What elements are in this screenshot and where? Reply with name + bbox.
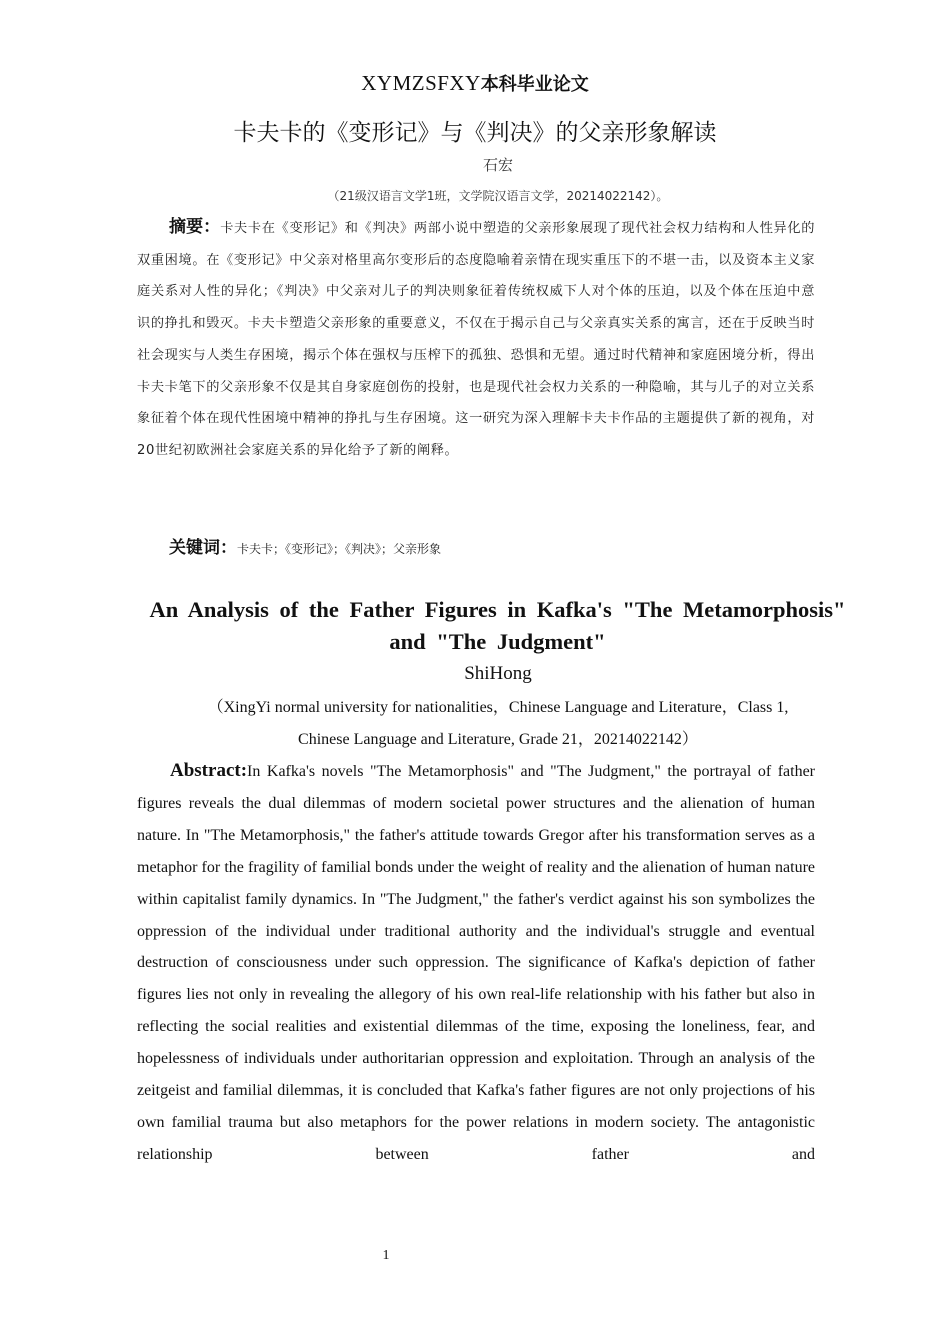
english-author: ShiHong: [464, 663, 532, 684]
chinese-keywords: [137, 534, 815, 563]
chinese-author: 石宏: [482, 156, 513, 174]
chinese-keywords-text: 卡夫卡；《变形记》；《判决》；父亲形象: [237, 542, 442, 556]
english-abstract-text: In Kafka's novels "The Metamorphosis" and "The Judgment," the portrayal of father figures reveals the dual dilemmas of modern societal power structures and the alienation of human nature. In "The Metamorphosis," the father's attitude towards Gregor after his transformation serves as a metaphor for the fragility of familial bonds under the weight of reality and the alienation of human nature within capitalist family dynamics. In "The Judgment," the father's verdict against his son symbolizes the oppression of the individual under traditional authority and the individual's struggle and eventual destruction of consciousness under such oppression. The significance of Kafka's depiction of father figures lies not only in revealing the allegory of his own real-life relationship with his father but also in reflecting the social realities and existential dilemmas of the time, exposing the loneliness, fear, and hopelessness of individuals under authoritarian oppression and exploitation. Through an analysis of the zeitgeist and familial dilemmas, it is concluded that Kafka's father figures are not only projections of his own familial trauma but also metaphors for the power relations in modern society. The antagonistic relationship between father and: [137, 763, 815, 1163]
chinese-abstract-label: 摘要：: [169, 217, 221, 237]
chinese-affiliation: （21级汉语言文学1班，文学院汉语言文学，20214022142）。: [327, 189, 669, 203]
page-number: 1: [382, 1248, 390, 1263]
header-code: XYMZSFXY: [361, 71, 481, 95]
english-abstract-label: Abstract:: [170, 760, 248, 781]
chinese-abstract: [137, 212, 815, 467]
running-header: [0, 68, 950, 100]
chinese-abstract-text: 卡夫卡在《变形记》和《判决》两部小说中塑造的父亲形象展现了现代社会权力结构和人性异化的双重困境。在《变形记》中父亲对格里高尔变形后的态度隐喻着亲情在现实重压下的不堪一击，以及资本主义家庭关系对人性的异化；《判决》中父亲对儿子的判决则象征着传统权威下人对个体的压迫，以及个体在压迫中意识的挣扎和毁灭。卡夫卡塑造父亲形象的重要意义，不仅在于揭示自己与父亲真实关系的寓言，还在于反映当时社会现实与人类生存困境，揭示个体在强权与压榨下的孤独、恐惧和无望。通过时代精神和家庭困境分析，得出卡夫卡笔下的父亲形象不仅是其自身家庭创伤的投射，也是现代社会权力关系的一种隐喻，其与儿子的对立关系象征着个体在现代性困境中精神的挣扎与生存困境。这一研究为深入理解卡夫卡作品的主题提供了新的视角，对20世纪初欧洲社会家庭关系的异化给予了新的阐释。: [137, 221, 816, 458]
header-label: 本科毕业论文: [480, 74, 589, 95]
english-title: An Analysis of the Father Figures in Kafka's "The Metamorphosis" and "The Judgment": [149, 597, 846, 654]
english-affiliation: （XingYi normal university for nationalities，Chinese Language and Literature，Class 1, Chinese Language and Literature, Grade 21，20214022142）: [207, 699, 789, 748]
chinese-title: 卡夫卡的《变形记》与《判决》的父亲形象解读: [233, 120, 717, 146]
english-abstract: [137, 755, 815, 1171]
chinese-keywords-label: 关键词：: [169, 538, 237, 558]
